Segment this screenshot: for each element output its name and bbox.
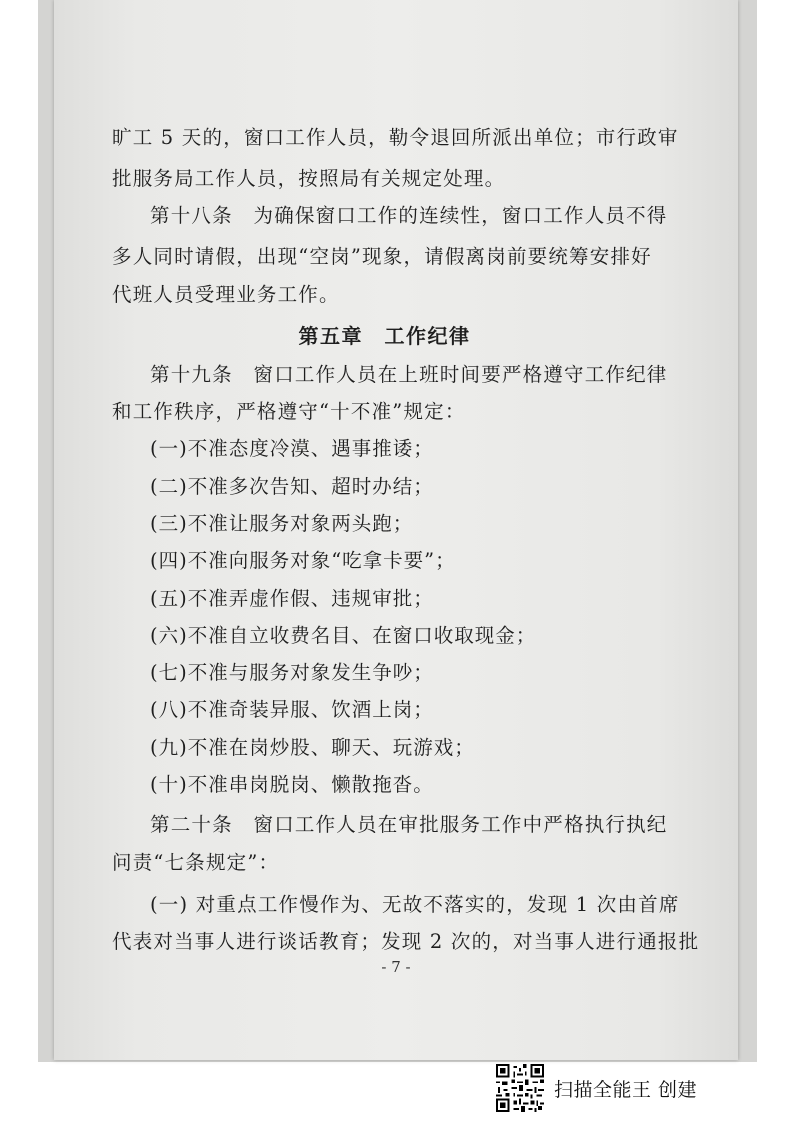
rule-item: (一)不准态度冷漠、遇事推诿； [150,437,434,460]
text-line: 代班人员受理业务工作。 [112,283,340,306]
text-line: 和工作秩序，严格遵守“十不准”规定： [112,400,466,423]
rule-item: (八)不准奇装异服、饮酒上岗； [150,698,434,721]
rule-item: (六)不准自立收费名目、在窗口收取现金； [150,624,537,647]
page-number: - 7 - [381,958,411,976]
article-19-start: 第十九条 窗口工作人员在上班时间要严格遵守工作纪律 [150,363,668,386]
text-line: 问责“七条规定”： [112,851,280,874]
rule-item: (四)不准向服务对象“吃拿卡要”； [150,549,456,572]
qr-code-icon [496,1064,544,1112]
text-line: 代表对当事人进行谈话教育；发现 2 次的，对当事人进行通报批 [112,930,700,953]
rule-item: (三)不准让服务对象两头跑； [150,512,414,535]
article-20-start: 第二十条 窗口工作人员在审批服务工作中严格执行执纪 [150,813,668,836]
scanner-brand-text: 扫描全能王 创建 [554,1078,698,1101]
rule-item: (七)不准与服务对象发生争吵； [150,661,434,684]
chapter-title: 第五章 工作纪律 [298,324,471,348]
article-18-start: 第十八条 为确保窗口工作的连续性，窗口工作人员不得 [150,204,668,227]
text-line: 批服务局工作人员，按照局有关规定处理。 [112,167,506,190]
scanner-watermark [496,1062,697,1114]
rule-item: (五)不准弄虚作假、违规审批； [150,587,434,610]
rule-item: (九)不准在岗炒股、聊天、玩游戏； [150,736,475,759]
rule-item: (十)不准串岗脱岗、懒散拖沓。 [150,773,434,796]
text-line: 多人同时请假，出现“空岗”现象，请假离岗前要统筹安排好 [112,245,652,268]
text-line: 旷工 5 天的，窗口工作人员，勒令退回所派出单位；市行政审 [112,126,679,149]
rule-item: (二)不准多次告知、超时办结； [150,475,434,498]
document-page [54,0,738,1060]
text-line: (一) 对重点工作慢作为、无故不落实的，发现 1 次由首席 [150,893,680,916]
